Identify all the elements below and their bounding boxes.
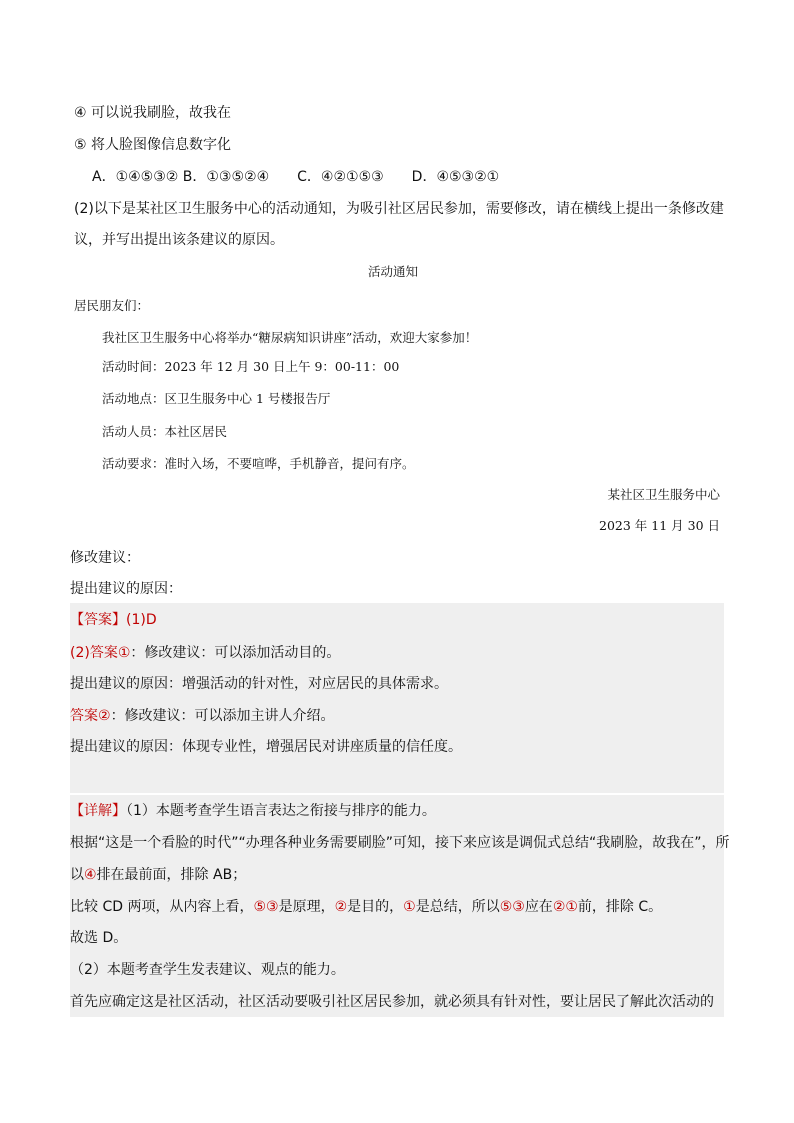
circled-number: ⑤③ — [499, 899, 525, 915]
answer-line-1 — [70, 611, 157, 629]
detail-text: 是总结，所以 — [415, 899, 500, 915]
answer-line-4 — [70, 707, 335, 725]
suggestion-blank-label: 修改建议： — [70, 550, 140, 566]
detail-text: 排在最前面，排除 AB； — [96, 867, 247, 883]
option-item-4: ④ 可以说我刷脸，故我在 — [74, 105, 232, 121]
detail-text: 前，排除 C。 — [577, 899, 663, 915]
answer-2-prefix: 答案② — [70, 708, 111, 724]
notice-date: 2023 年 11 月 30 日 — [599, 518, 720, 533]
notice-signature: 某社区卫生服务中心 — [607, 487, 720, 502]
notice-title: 活动通知 — [368, 264, 419, 279]
detail-text: 是目的， — [347, 899, 404, 915]
detail-tag: 【详解】 — [70, 803, 126, 819]
detail-p4: 故选 D。 — [70, 930, 128, 946]
notice-time: 活动时间：2023 年 12 月 30 日上午 9：00-11：00 — [102, 359, 400, 374]
answer-2-text: ：修改建议：可以添加主讲人介绍。 — [110, 708, 335, 724]
detail-text: 比较 CD 两项，从内容上看， — [70, 899, 254, 915]
option-item-5: ⑤ 将人脸图像信息数字化 — [74, 137, 232, 153]
detail-p5: （2）本题考查学生发表建议、观点的能力。 — [70, 962, 345, 978]
question-2-line-1: (2)以下是某社区卫生服务中心的活动通知，为吸引社区居民参加，需要修改，请在横线上提出一条修改建 — [74, 201, 724, 217]
circled-number: ① — [403, 899, 416, 915]
detail-text: 应在 — [524, 899, 553, 915]
detail-line-1 — [70, 802, 436, 820]
detail-p6: 首先应确定这是社区活动，社区活动要吸引社区居民参加，就必须具有针对性，要让居民了解此次活动的 — [70, 994, 714, 1010]
answer-2-reason: 提出建议的原因：体现专业性，增强居民对讲座质量的信任度。 — [70, 739, 462, 755]
answer-part-1: (1)D — [126, 612, 157, 628]
reason-blank-label: 提出建议的原因： — [70, 581, 182, 597]
circled-number: ⑤③ — [253, 899, 279, 915]
answer-1-prefix: (2)答案① — [70, 645, 131, 661]
notice-requirements: 活动要求：准时入场，不要喧哗，手机静音，提问有序。 — [102, 456, 415, 471]
answer-1-reason: 提出建议的原因：增强活动的针对性，对应居民的具体需求。 — [70, 676, 448, 692]
circled-number: ④ — [84, 867, 97, 883]
question-2-line-2: 议，并写出提出该条建议的原因。 — [74, 232, 284, 248]
answer-1-text: ：修改建议：可以添加活动目的。 — [130, 645, 341, 661]
notice-body: 我社区卫生服务中心将举办“糖尿病知识讲座”活动，欢迎大家参加！ — [102, 330, 478, 345]
detail-text: 是原理， — [278, 899, 335, 915]
notice-people: 活动人员：本社区居民 — [102, 424, 228, 439]
detail-p1: （1）本题考查学生语言表达之衔接与排序的能力。 — [126, 803, 436, 819]
answer-tag: 【答案】 — [70, 612, 126, 628]
notice-place: 活动地点：区卫生服务中心 1 号楼报告厅 — [102, 391, 331, 406]
circled-number: ② — [334, 899, 348, 915]
answer-choices: A．①④⑤③② B．①③⑤②④ C．④②①⑤③ D．④⑤③②① — [92, 169, 500, 185]
circled-number: ②① — [552, 899, 578, 915]
detail-text: 以 — [70, 867, 84, 883]
detail-p2-line-1: 根据“这是一个看脸的时代”“办理各种业务需要刷脸”可知，接下来应该是调侃式总结“我刷脸，故我在”，所 — [70, 835, 730, 851]
detail-p2-line-2 — [70, 866, 246, 884]
detail-p3 — [70, 898, 662, 916]
answer-block — [70, 603, 724, 793]
answer-line-2 — [70, 644, 340, 662]
notice-greeting: 居民朋友们： — [74, 298, 150, 313]
